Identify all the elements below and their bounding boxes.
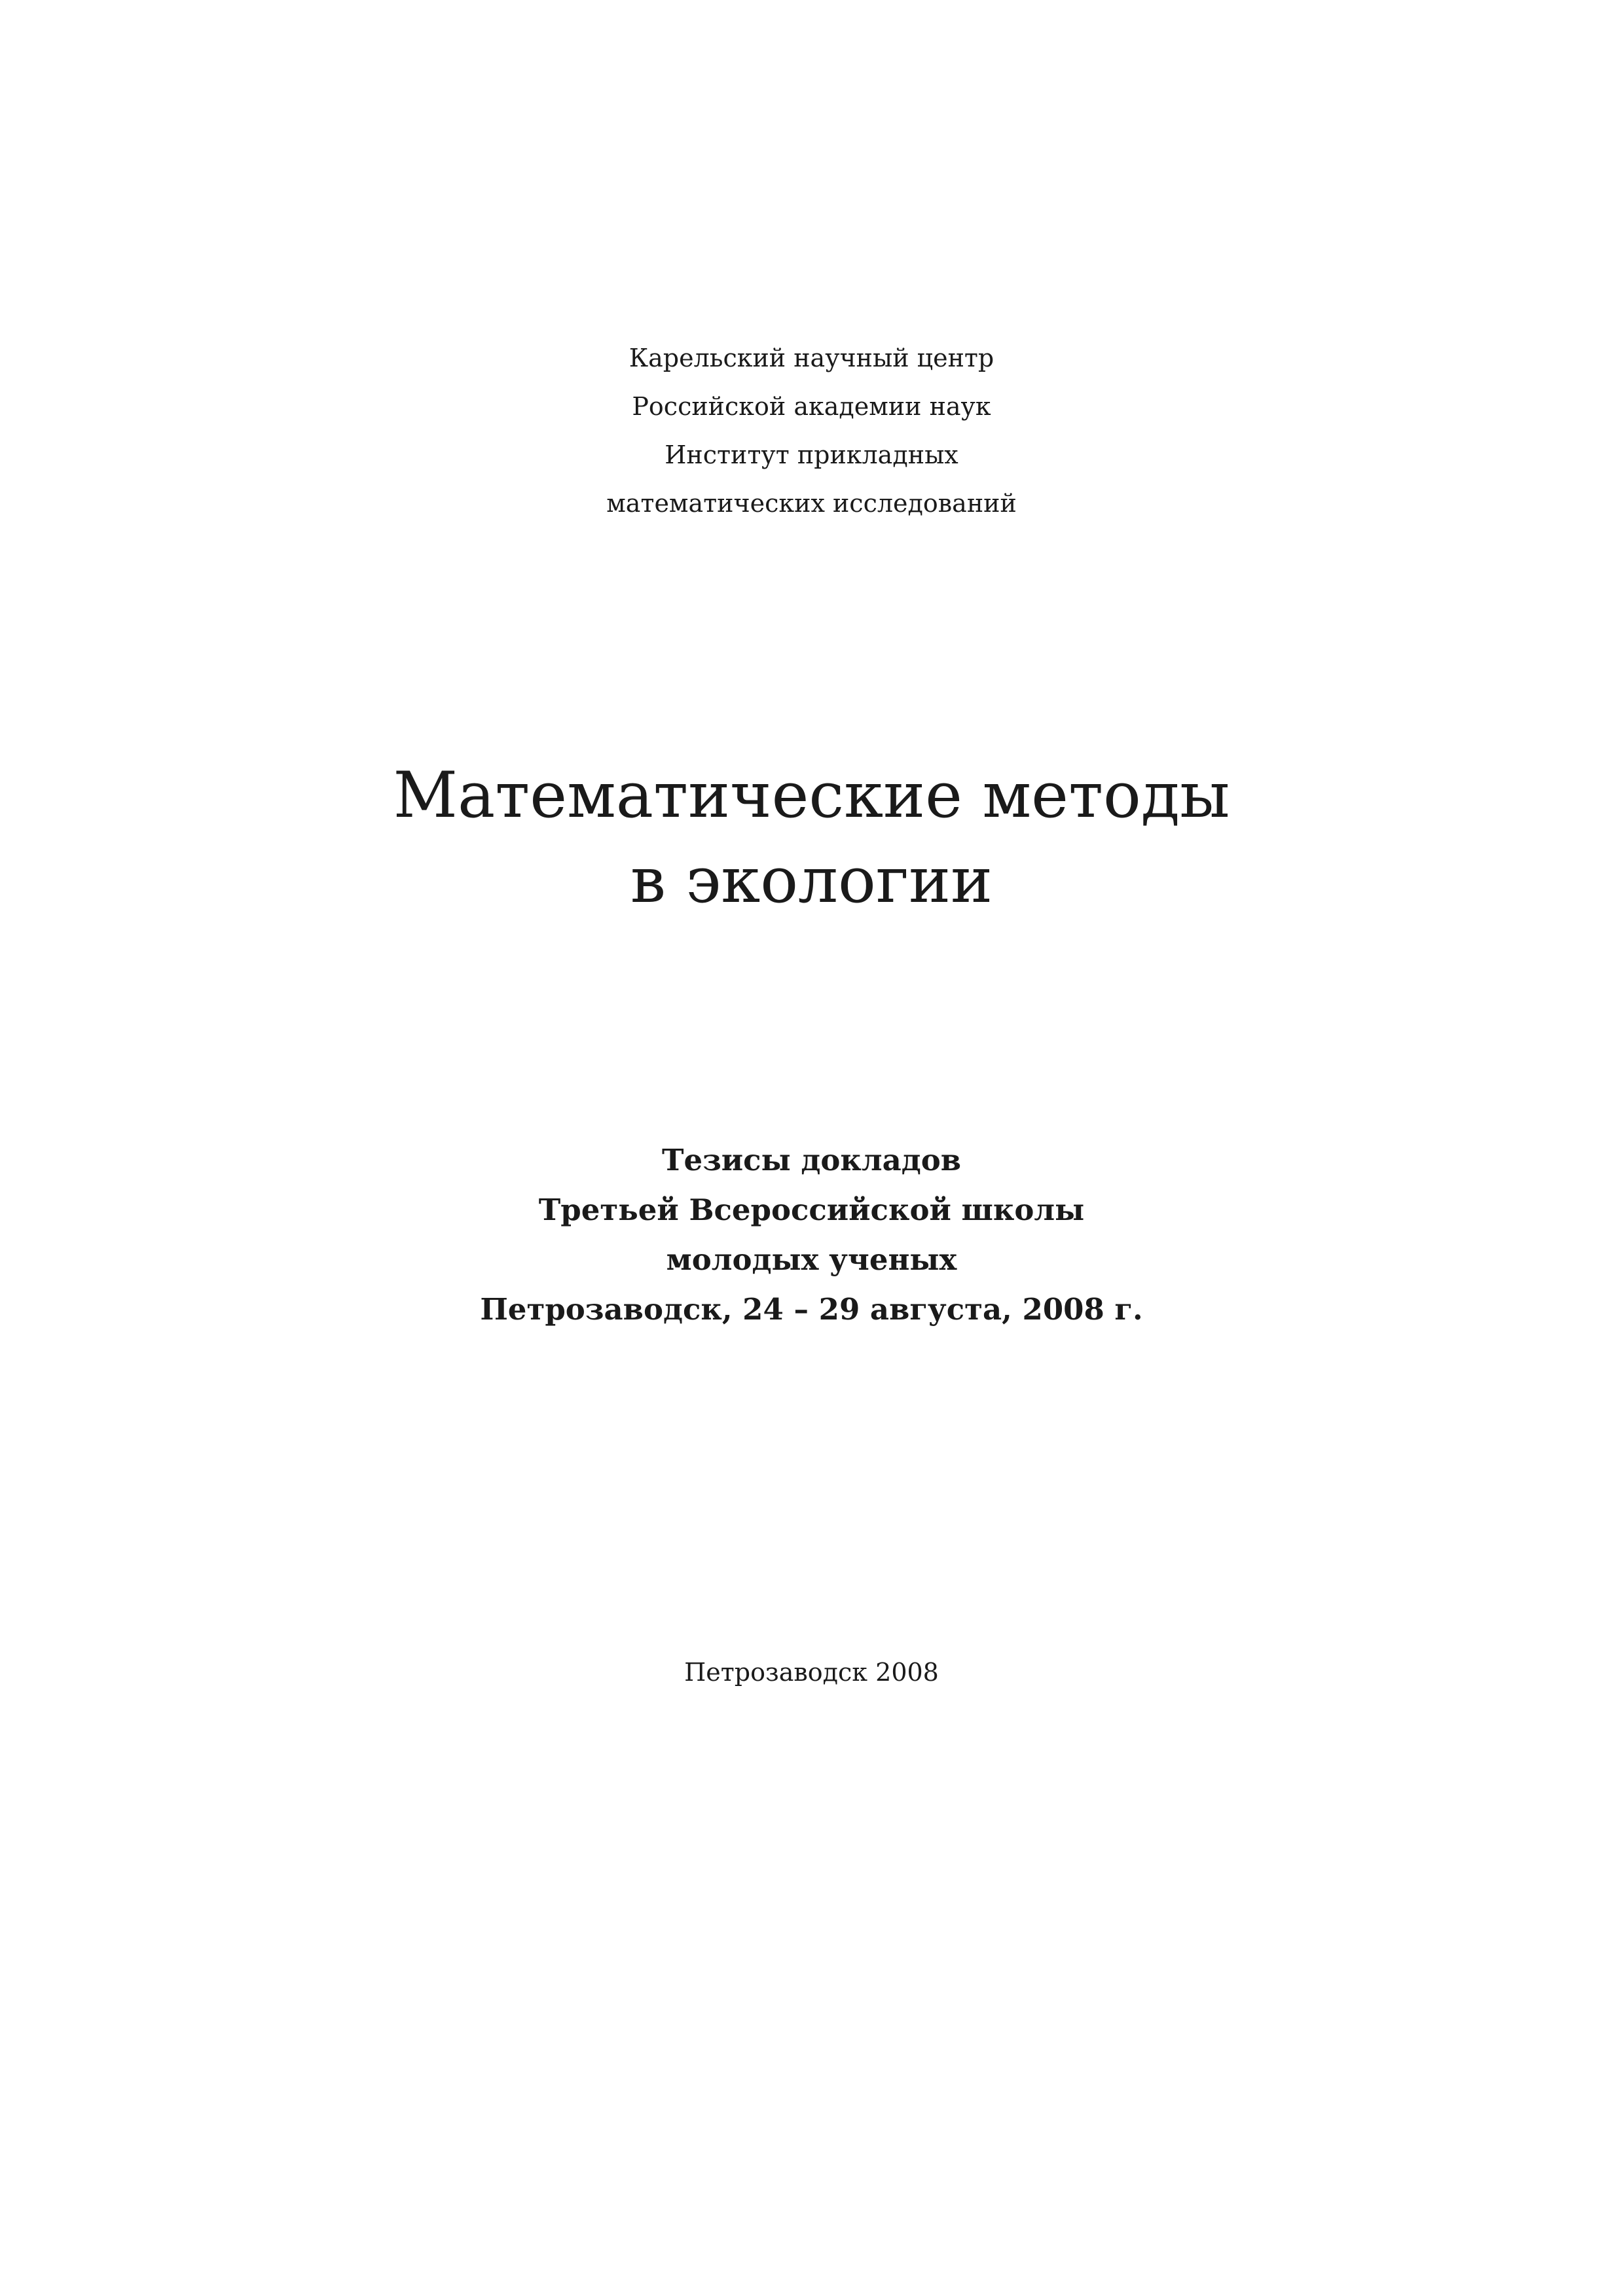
institution-line-4: математических исследований xyxy=(606,489,1017,518)
conference-subtitle xyxy=(0,1136,1623,1335)
title-line-2: в экологии xyxy=(630,844,993,917)
subtitle-line-4: Петрозаводск, 24 – 29 августа, 2008 г. xyxy=(480,1292,1143,1327)
publication-footer xyxy=(0,1653,1623,1692)
title-line-1: Математические методы xyxy=(393,759,1230,832)
institution-line-3: Институт прикладных xyxy=(665,440,958,469)
page-title xyxy=(0,753,1623,923)
institution-line-1: Карельский научный центр xyxy=(629,344,994,372)
place-year: Петрозаводск 2008 xyxy=(684,1658,939,1687)
institution-line-2: Российской академии наук xyxy=(632,392,991,421)
subtitle-line-1: Тезисы докладов xyxy=(661,1143,962,1177)
subtitle-line-3: молодых ученых xyxy=(666,1242,957,1277)
institution-header xyxy=(0,334,1623,528)
subtitle-line-2: Третьей Всероссийской школы xyxy=(538,1193,1085,1227)
